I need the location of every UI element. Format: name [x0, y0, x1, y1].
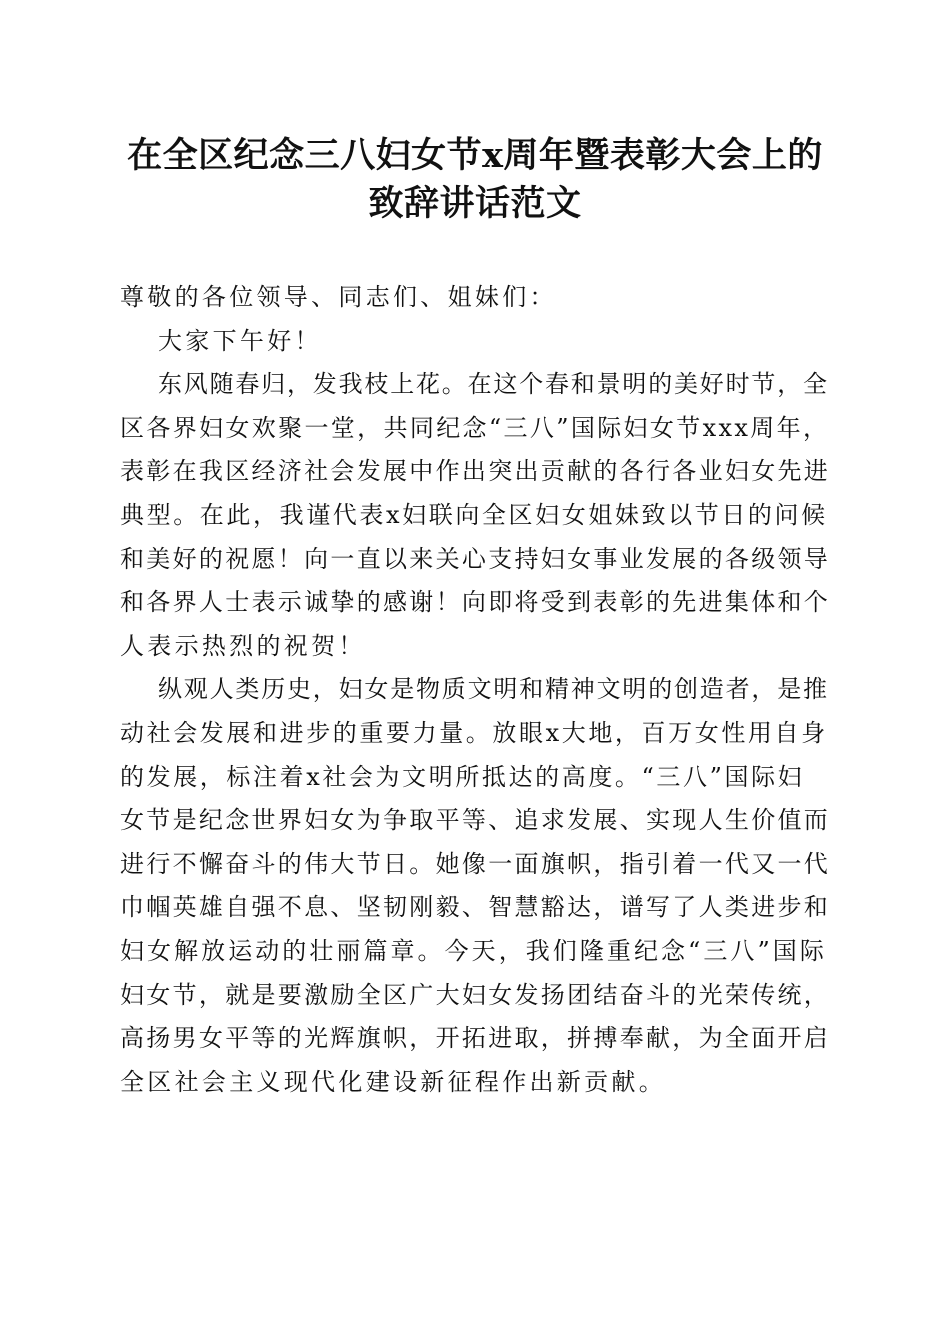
- body-line: 大家下午好！: [158, 326, 322, 355]
- title-line-1: 在全区纪念三八妇女节x周年暨表彰大会上的: [127, 135, 823, 176]
- body-line: 区各界妇女欢聚一堂，共同纪念“三八”国际妇女节xxx周年，: [120, 413, 830, 442]
- body-line: 女节是纪念世界妇女为争取平等、追求发展、实现人生价值而: [120, 806, 831, 835]
- body-line: 典型。在此，我谨代表x妇联向全区妇女姐妹致以节日的问候: [120, 500, 828, 529]
- document-body: [120, 276, 832, 1104]
- title-line-2: 致辞讲话范文: [368, 183, 582, 224]
- body-line: 动社会发展和进步的重要力量。放眼x大地，百万女性用自身: [120, 718, 828, 747]
- body-line: 妇女节，就是要激励全区广大妇女发扬团结奋斗的光荣传统，: [120, 980, 831, 1009]
- body-line: 巾帼英雄自强不息、坚韧刚毅、智慧豁达，谱写了人类进步和: [120, 893, 831, 922]
- body-line: 和美好的祝愿！向一直以来关心支持妇女事业发展的各级领导: [120, 544, 831, 573]
- salutation: 尊敬的各位领导、同志们、姐妹们：: [120, 283, 557, 311]
- body-line: 纵观人类历史，妇女是物质文明和精神文明的创造者，是推: [158, 675, 829, 704]
- document-title: [100, 132, 850, 228]
- body-line: 全区社会主义现代化建设新征程作出新贡献。: [120, 1067, 666, 1096]
- body-line: 东风随春归，发我枝上花。在这个春和景明的美好时节，全: [158, 370, 829, 399]
- body-line: 和各界人士表示诚挚的感谢！向即将受到表彰的先进集体和个: [120, 588, 831, 617]
- body-line: 的发展，标注着x社会为文明所抵达的高度。“三八”国际妇: [120, 762, 805, 791]
- body-line: 人表示热烈的祝贺！: [120, 631, 366, 660]
- body-line: 高扬男女平等的光辉旗帜，开拓进取，拼搏奉献，为全面开启: [120, 1024, 831, 1053]
- body-line: 妇女解放运动的壮丽篇章。今天，我们隆重纪念“三八”国际: [120, 936, 827, 965]
- body-line: 进行不懈奋斗的伟大节日。她像一面旗帜，指引着一代又一代: [120, 849, 831, 878]
- body-line: 表彰在我区经济社会发展中作出突出贡献的各行各业妇女先进: [120, 457, 831, 486]
